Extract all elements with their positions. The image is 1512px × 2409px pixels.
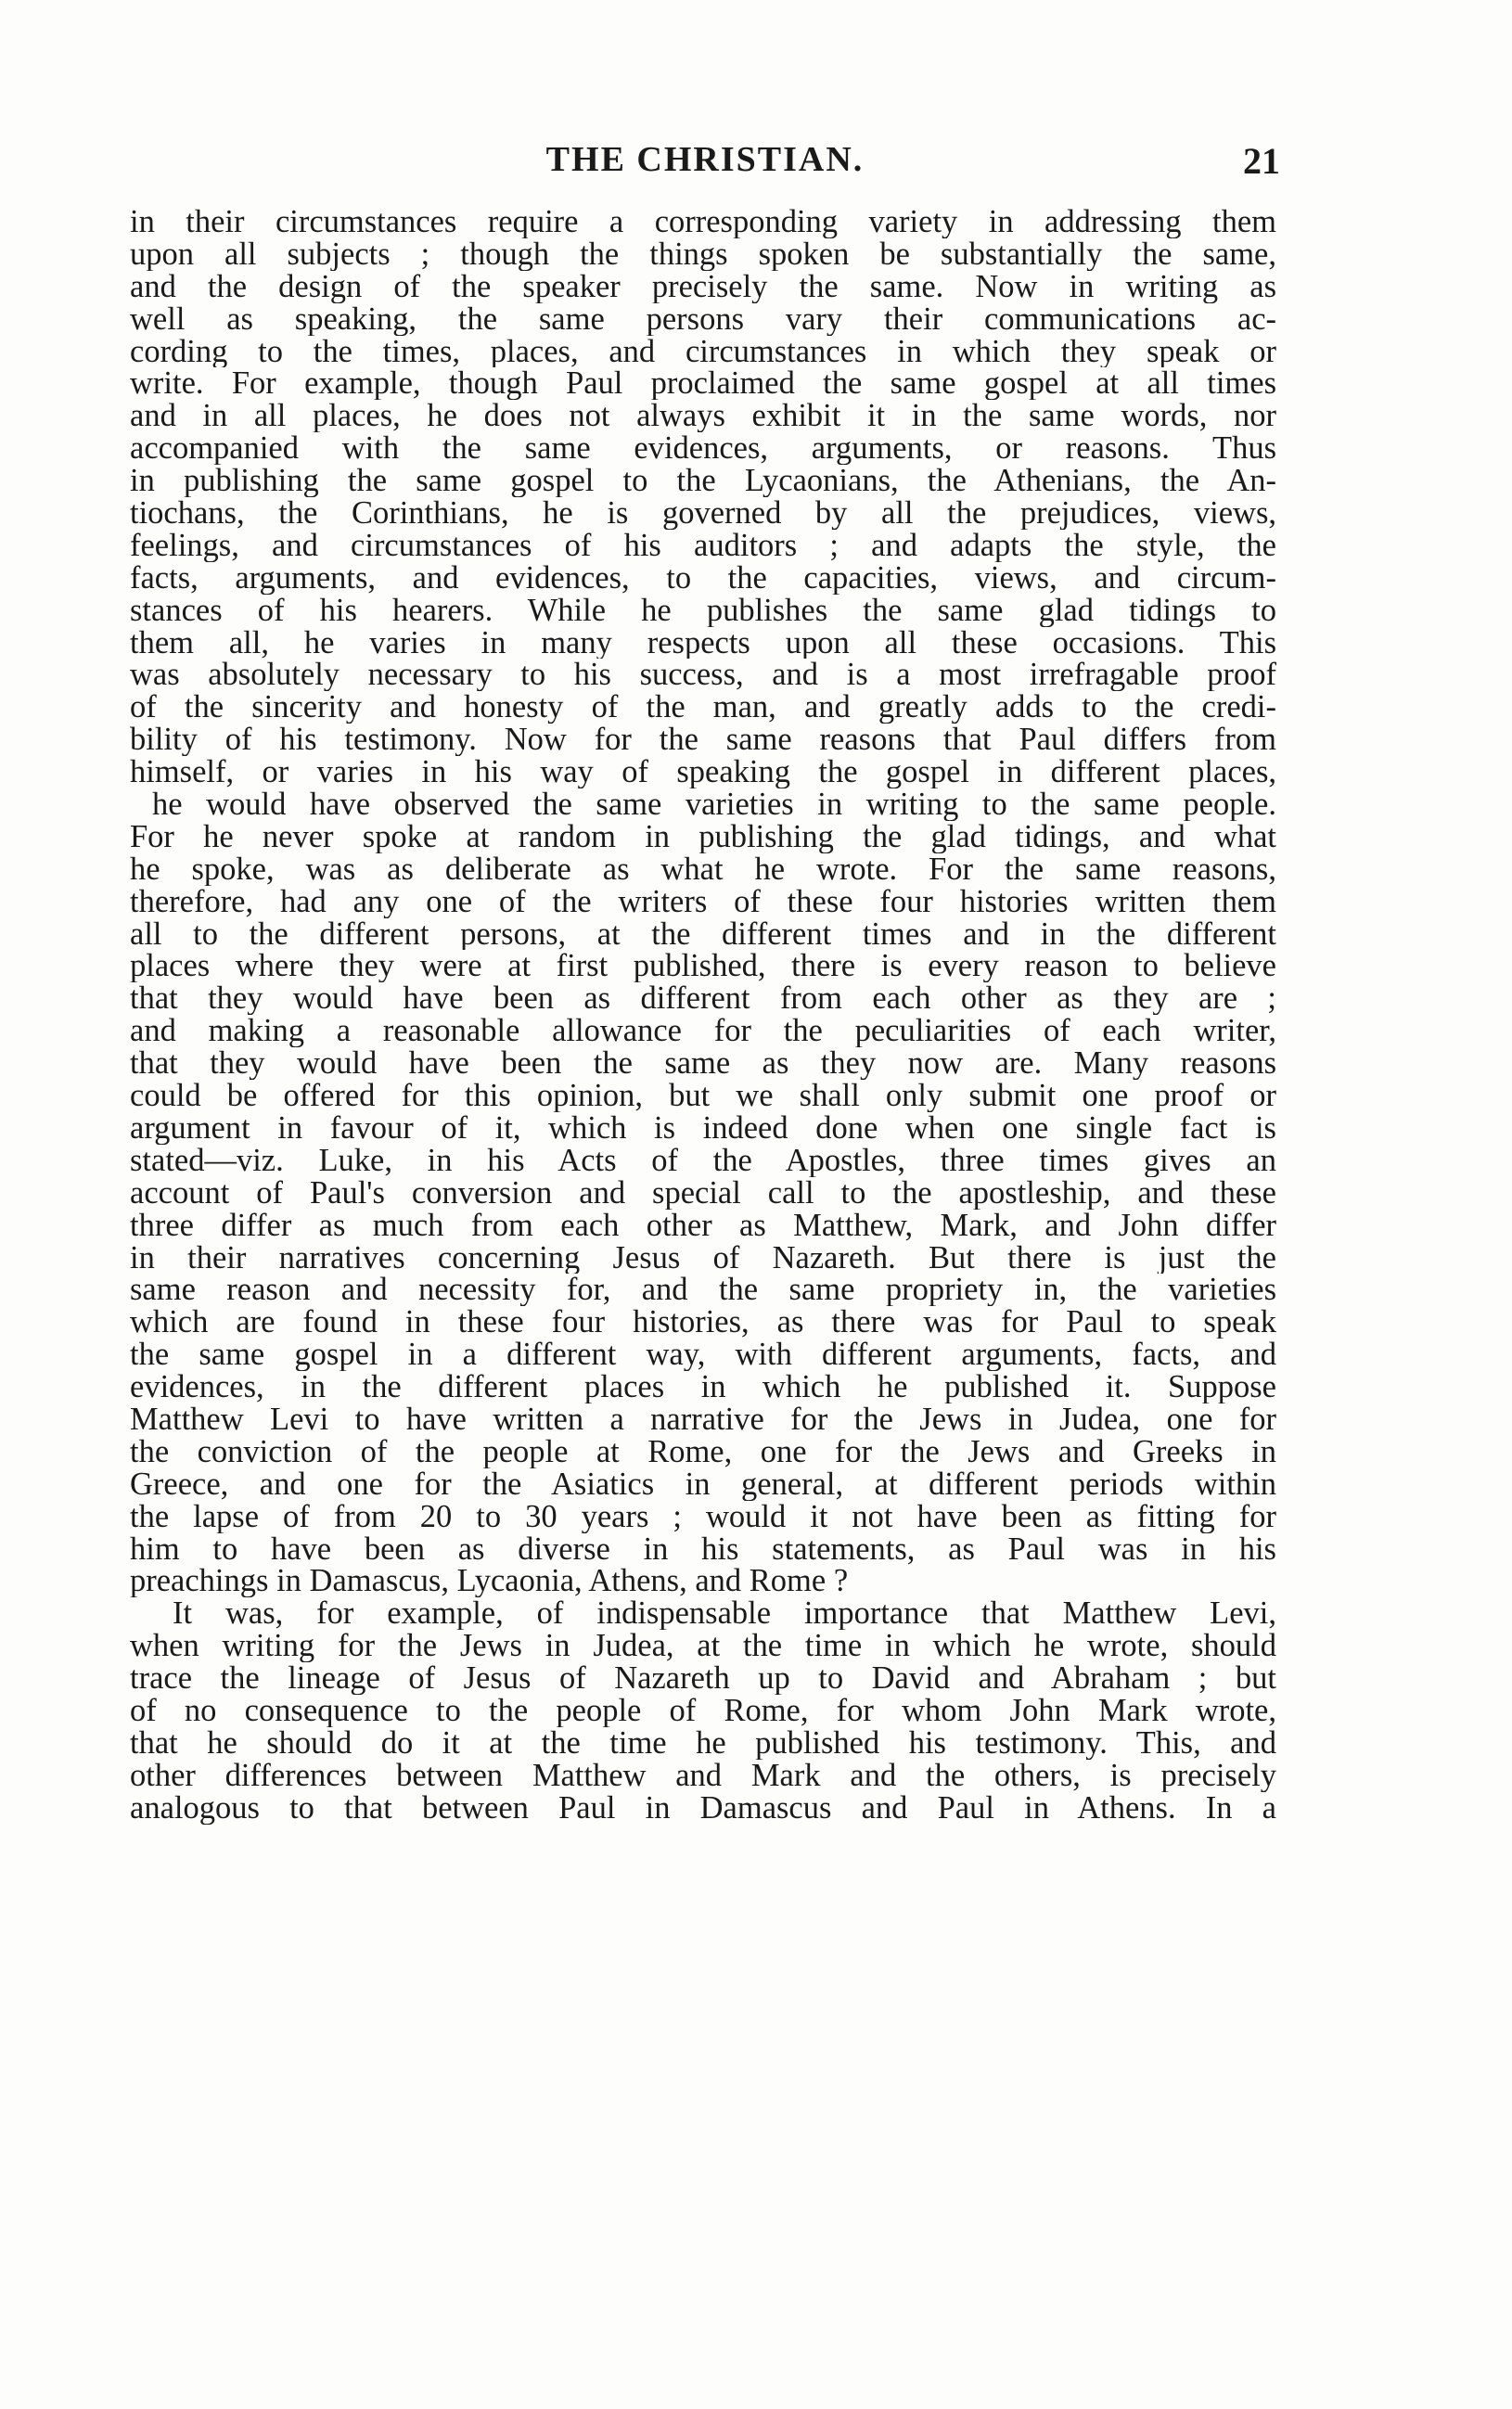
text-line: places where they were at first published, there is every reason to believe: [130, 950, 1276, 983]
text-line: in their circumstances require a corresponding variety in addressing them: [130, 206, 1276, 238]
text-line: and making a reasonable allowance for the peculiarities of each writer,: [130, 1015, 1276, 1048]
text-line: when writing for the Jews in Judea, at the time in which he wrote, should: [130, 1630, 1276, 1663]
text-line: It was, for example, of indispensable importance that Matthew Levi,: [173, 1597, 1276, 1631]
text-line: that he should do it at the time he published his testimony. This, and: [130, 1726, 1276, 1760]
text-line: which are found in these four histories, as there was for Paul to speak: [130, 1306, 1276, 1339]
text-line: and the design of the speaker precisely the same. Now in writing as: [130, 270, 1276, 303]
body-text: [130, 206, 1276, 1825]
text-line: that they would have been as different from each other as they are ;: [130, 982, 1276, 1016]
text-line: argument in favour of it, which is indeed done when one single fact is: [130, 1111, 1276, 1145]
text-line: was absolutely necessary to his success, and is a most irrefragable proof: [130, 659, 1276, 692]
text-line: of no consequence to the people of Rome, for whom John Mark wrote,: [130, 1694, 1276, 1727]
text-line: in publishing the same gospel to the Lycaonians, the Athenians, the An-: [130, 465, 1276, 498]
text-line: facts, arguments, and evidences, to the capacities, views, and circum-: [130, 561, 1276, 595]
text-line: cording to the times, places, and circumstances in which they speak or: [130, 335, 1276, 368]
text-line: that they would have been the same as they now are. Many reasons: [130, 1047, 1276, 1081]
text-line: other differences between Matthew and Mark and the others, is precisely: [130, 1759, 1276, 1792]
text-line: all to the different persons, at the different times and in the different: [130, 917, 1276, 951]
page-number: 21: [1243, 140, 1280, 182]
text-line: could be offered for this opinion, but we shall only submit one proof or: [130, 1080, 1276, 1112]
text-line: the lapse of from 20 to 30 years ; would it not have been as fitting for: [130, 1500, 1276, 1533]
text-line: account of Paul's conversion and special call to the apostleship, and these: [130, 1176, 1276, 1210]
text-line: For he never spoke at random in publishing the glad tidings, and what: [130, 820, 1276, 853]
text-line: them all, he varies in many respects upon all these occasions. This: [130, 626, 1276, 660]
text-line: the same gospel in a different way, with different arguments, facts, and: [130, 1339, 1276, 1372]
text-line: same reason and necessity for, and the same propriety in, the varieties: [130, 1274, 1276, 1307]
text-line: three differ as much from each other as Matthew, Mark, and John differ: [130, 1209, 1276, 1242]
text-line: trace the lineage of Jesus of Nazareth up to David and Abraham ; but: [130, 1662, 1276, 1695]
text-line: feelings, and circumstances of his auditors ; and adapts the style, the: [130, 529, 1276, 562]
running-title: THE CHRISTIAN.: [545, 140, 865, 179]
text-line: in their narratives concerning Jesus of Nazareth. But there is just the: [130, 1241, 1276, 1275]
page-header: [130, 139, 1280, 195]
text-line: stated—viz. Luke, in his Acts of the Apostles, three times gives an: [130, 1144, 1276, 1177]
text-line: upon all subjects ; though the things spoken be substantially the same,: [130, 237, 1276, 271]
text-line: tiochans, the Corinthians, he is governed by all the prejudices, views,: [130, 497, 1276, 530]
text-line: evidences, in the different places in which he published it. Suppose: [130, 1371, 1276, 1403]
text-line: bility of his testimony. Now for the same reasons that Paul differs from: [130, 724, 1276, 757]
text-line: therefore, had any one of the writers of these four histories written them: [130, 885, 1276, 918]
text-line: Matthew Levi to have written a narrative for the Jews in Judea, one for: [130, 1403, 1276, 1436]
text-line: he spoke, was as deliberate as what he wrote. For the same reasons,: [130, 852, 1276, 886]
text-line: him to have been as diverse in his statements, as Paul was in his: [130, 1532, 1276, 1566]
text-line: preachings in Damascus, Lycaonia, Athens, and Rome ?: [130, 1565, 849, 1598]
text-line: and in all places, he does not always exhibit it in the same words, nor: [130, 400, 1276, 433]
text-line: accompanied with the same evidences, arguments, or reasons. Thus: [130, 432, 1276, 466]
text-line: analogous to that between Paul in Damascus and Paul in Athens. In a: [130, 1791, 1276, 1825]
text-line: write. For example, though Paul proclaimed the same gospel at all times: [130, 367, 1276, 401]
text-line: of the sincerity and honesty of the man, and greatly adds to the credi-: [130, 691, 1276, 724]
text-line: well as speaking, the same persons vary their communications ac-: [130, 302, 1276, 336]
text-line: Greece, and one for the Asiatics in general, at different periods within: [130, 1467, 1276, 1501]
text-line: himself, or varies in his way of speaking the gospel in different places,: [130, 756, 1276, 789]
text-line: the conviction of the people at Rome, one for the Jews and Greeks in: [130, 1435, 1276, 1468]
text-line: stances of his hearers. While he publishes the same glad tidings to: [130, 594, 1276, 627]
text-line: he would have observed the same varieties in writing to the same people.: [152, 788, 1276, 821]
